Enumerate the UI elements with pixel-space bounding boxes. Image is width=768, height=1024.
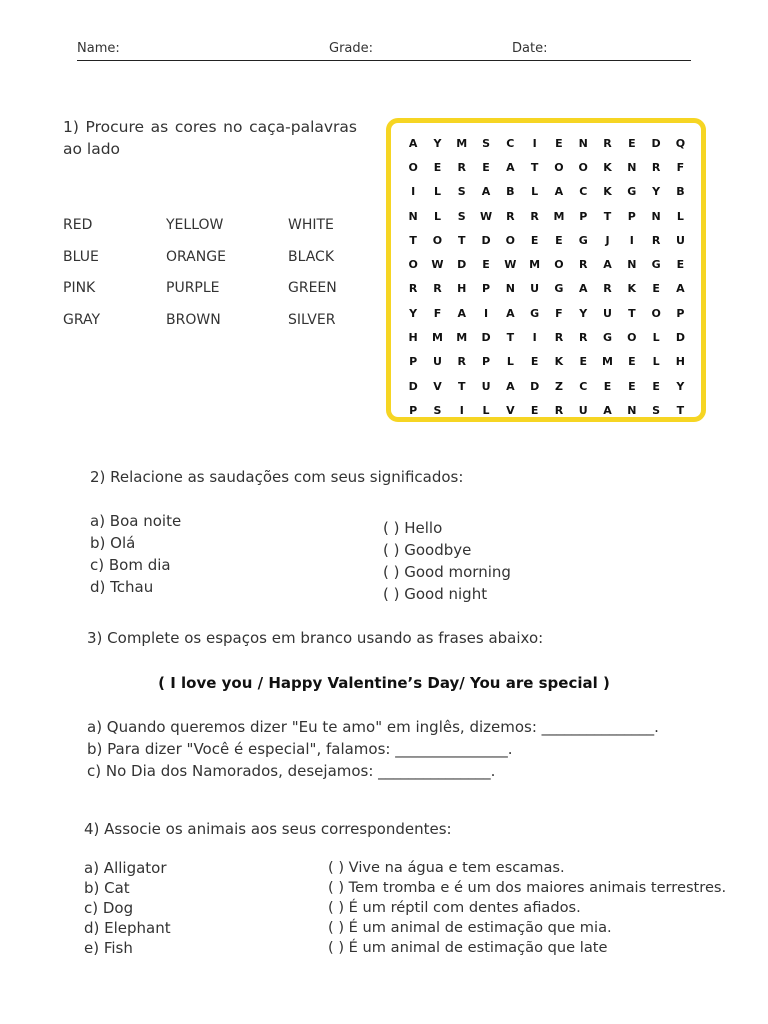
word-search-letter: P (482, 282, 491, 296)
word-search-letter: L (433, 185, 441, 199)
word-search-row (401, 204, 693, 228)
word-search-letter: A (408, 136, 418, 150)
word-search-letter: M (602, 355, 613, 369)
word-search-letter: O (554, 160, 564, 174)
word-search-letter: Y (579, 306, 588, 320)
word-search-letter: E (530, 233, 539, 247)
word-search-letter: A (676, 282, 685, 296)
word-search-letter: V (433, 379, 442, 393)
word-search-letter: T (457, 233, 466, 247)
fill-blank-item: c) No Dia dos Namorados, desejamos: _______________. (87, 762, 496, 780)
word-search-letter: U (675, 233, 685, 247)
word-search-letter: W (431, 258, 444, 272)
word-search-letter: Y (676, 379, 685, 393)
word-search-letter: L (652, 355, 660, 369)
word-search-letter: L (433, 209, 441, 223)
word-search-letter: J (605, 233, 610, 247)
word-search-row (401, 228, 693, 252)
word-search-letter: A (603, 403, 612, 417)
word-search-letter: T (409, 233, 417, 247)
word-search-letter: Y (409, 306, 418, 320)
word-search-letter: E (652, 379, 660, 393)
word-search-letter: W (504, 258, 517, 272)
grade-label: Grade: (329, 41, 374, 56)
word-search-letter: E (482, 258, 490, 272)
phrase-bank: ( I love you / Happy Valentine’s Day/ You are special ) (158, 674, 610, 692)
fill-blank-list (87, 716, 659, 782)
word-search-letter: E (628, 136, 636, 150)
color-word: BROWN (166, 312, 221, 328)
greeting-item: a) Boa noite (90, 512, 182, 530)
word-search-letter: T (628, 306, 636, 320)
word-search-row (401, 180, 693, 204)
word-search-letter: I (459, 403, 464, 417)
word-search-table (401, 131, 693, 423)
name-label: Name: (77, 41, 120, 56)
animal-description-item: ( ) É um animal de estimação que mia. (328, 919, 612, 936)
color-word: YELLOW (166, 217, 224, 233)
word-search-letter: S (457, 185, 466, 199)
word-search-letter: N (627, 258, 637, 272)
animal-list (84, 858, 171, 958)
word-search-letter: T (676, 403, 685, 417)
meaning-item: ( ) Good morning (383, 563, 511, 581)
word-search-letter: O (408, 258, 418, 272)
word-search-letter: A (506, 160, 515, 174)
word-search-letter: M (553, 209, 565, 223)
word-search-letter: Y (652, 185, 661, 199)
word-search-letter: I (532, 331, 537, 345)
word-search-letter: H (457, 282, 467, 296)
word-search-letter: D (651, 136, 661, 150)
word-search-letter: P (482, 355, 491, 369)
word-search-letter: G (651, 258, 661, 272)
color-word: GRAY (63, 312, 101, 328)
word-search-letter: H (408, 331, 418, 345)
greeting-list (90, 510, 181, 598)
word-search-letter: G (578, 233, 588, 247)
word-search-letter: S (457, 209, 466, 223)
animal-description-item: ( ) É um réptil com dentes afiados. (328, 899, 581, 916)
word-search-letter: M (431, 331, 443, 345)
color-word: BLACK (288, 249, 335, 265)
word-search-letter: T (603, 209, 612, 223)
word-search-letter: E (433, 160, 442, 174)
word-search-letter: O (432, 233, 443, 247)
word-search-letter: D (530, 379, 540, 393)
word-search-letter: P (579, 209, 588, 223)
word-search-letter: Q (675, 136, 686, 150)
word-search-letter: R (554, 331, 564, 345)
word-search-letter: I (629, 233, 634, 247)
color-word: SILVER (288, 312, 336, 328)
animal-description-item: ( ) Vive na água e tem escamas. (328, 859, 565, 876)
word-search-letter: E (579, 355, 587, 369)
fill-blank-item: a) Quando queremos dizer "Eu te amo" em inglês, dizemos: _______________. (87, 718, 659, 736)
word-search-letter: S (433, 403, 442, 417)
word-search-letter: K (554, 355, 564, 369)
word-search-letter: E (482, 160, 490, 174)
word-search-letter: I (532, 136, 537, 150)
color-word: WHITE (288, 217, 334, 233)
word-search-letter: D (457, 258, 467, 272)
word-search-letter: S (652, 403, 661, 417)
animal-item: b) Cat (84, 879, 130, 897)
word-search-letter: G (530, 306, 540, 320)
meaning-list (383, 517, 511, 605)
animal-description-list (328, 858, 726, 958)
word-search-letter: E (628, 355, 636, 369)
animal-item: d) Elephant (84, 919, 171, 937)
word-search-row (401, 374, 693, 398)
question-3-instruction: 3) Complete os espaços em branco usando as frases abaixo: (87, 629, 544, 647)
word-search-letter: E (628, 379, 636, 393)
word-search-letter: Z (554, 379, 563, 393)
word-search-letter: E (676, 258, 685, 272)
word-search-letter: A (481, 185, 491, 199)
word-search-row (401, 398, 693, 422)
word-search-letter: P (676, 306, 685, 320)
word-search-letter: G (603, 331, 613, 345)
word-search-letter: O (627, 331, 637, 345)
animal-description-item: ( ) Tem tromba e é um dos maiores animais terrestres. (328, 879, 727, 896)
word-search-letter: T (506, 331, 515, 345)
word-search-letter: O (505, 233, 516, 247)
question-2-instruction: 2) Relacione as saudações com seus significados: (90, 468, 464, 486)
word-search-letter: A (554, 185, 564, 199)
word-search-letter: R (433, 282, 442, 296)
word-search-letter: H (675, 355, 686, 369)
word-search-letter: L (676, 209, 684, 223)
word-search-letter: Y (433, 136, 442, 150)
word-search-letter: G (627, 185, 637, 199)
word-search-letter: P (627, 209, 636, 223)
word-search-letter: M (456, 331, 468, 345)
word-search-letter: E (530, 355, 539, 369)
word-search-letter: L (652, 331, 660, 345)
word-search-letter: T (530, 160, 539, 174)
word-search-letter: R (651, 160, 661, 174)
meaning-item: ( ) Hello (383, 519, 443, 537)
word-search-letter: B (506, 185, 515, 199)
word-search-letter: F (433, 306, 442, 320)
animal-description-item: ( ) É um animal de estimação que late (328, 939, 608, 956)
question-1-instruction: 1) Procure as cores no caça-palavras ao lado (63, 118, 357, 158)
word-search-letter: R (578, 331, 588, 345)
word-search-letter: A (506, 379, 515, 393)
word-search-letter: D (408, 379, 418, 393)
word-search-letter: U (603, 306, 612, 320)
meaning-item: ( ) Goodbye (383, 541, 472, 559)
word-search-letter: B (676, 185, 685, 199)
color-word: ORANGE (166, 249, 226, 265)
word-search-letter: K (627, 282, 637, 296)
greeting-item: c) Bom dia (90, 556, 171, 574)
word-search-letter: C (579, 185, 588, 199)
word-search-letter: O (554, 258, 564, 272)
word-search-letter: A (506, 306, 515, 320)
word-search-letter: E (530, 403, 539, 417)
greeting-item: d) Tchau (90, 578, 154, 596)
word-search-letter: O (578, 160, 588, 174)
word-search-letter: R (603, 282, 612, 296)
word-search-letter: A (603, 258, 612, 272)
word-search-letter: R (603, 136, 612, 150)
word-search-letter: K (603, 160, 612, 174)
word-search-letter: U (530, 282, 540, 296)
word-search-letter: L (482, 403, 490, 417)
word-search-letter: M (529, 258, 541, 272)
word-search-letter: W (479, 209, 493, 223)
word-search-letter: D (481, 233, 491, 247)
word-search-letter: I (483, 306, 489, 320)
animal-item: c) Dog (84, 899, 134, 917)
word-search-letter: R (457, 160, 466, 174)
word-search-letter: O (651, 306, 661, 320)
word-search-letter: D (481, 331, 491, 345)
word-search-row (401, 325, 693, 349)
color-word: RED (63, 217, 93, 233)
word-search-letter: N (627, 160, 637, 174)
word-search-letter: N (408, 209, 418, 223)
word-search-letter: L (506, 355, 514, 369)
word-search-letter: A (457, 306, 466, 320)
word-search-row (401, 350, 693, 374)
meaning-item: ( ) Good night (383, 585, 488, 603)
word-search-letter: L (531, 185, 539, 199)
word-search-row (401, 155, 693, 179)
word-search-letter: C (506, 136, 515, 150)
word-search-letter: F (555, 306, 563, 320)
word-search-letter: E (652, 282, 660, 296)
word-search-letter: G (554, 282, 564, 296)
word-search-letter: R (506, 209, 515, 223)
word-search-letter: U (578, 403, 588, 417)
word-search-letter: O (408, 160, 418, 174)
word-search-letter: N (627, 403, 637, 417)
word-search-letter: R (578, 258, 588, 272)
word-search-letter: R (554, 403, 564, 417)
word-search-letter: P (409, 403, 418, 417)
color-word: GREEN (288, 280, 337, 296)
color-word: PINK (63, 280, 96, 296)
word-search-row (401, 277, 693, 301)
color-word: PURPLE (166, 280, 220, 296)
word-search-row (401, 301, 693, 325)
word-search-row (401, 131, 693, 155)
word-search-letter: M (456, 136, 468, 150)
word-search-letter: P (409, 355, 418, 369)
word-search-letter: N (505, 282, 515, 296)
word-search-letter: E (603, 379, 612, 393)
word-search-letter: R (530, 209, 539, 223)
animal-item: e) Fish (84, 939, 133, 957)
fill-blank-item: b) Para dizer "Você é especial", falamos: _______________. (87, 740, 513, 758)
word-search-letter: R (651, 233, 661, 247)
word-search-letter: R (408, 282, 418, 296)
word-search-letter: K (603, 185, 612, 199)
word-search-letter: D (675, 331, 685, 345)
word-search-letter: E (555, 136, 563, 150)
word-search-letter: R (457, 355, 466, 369)
word-search-row (401, 252, 693, 276)
color-word: BLUE (63, 249, 99, 265)
word-search-letter: N (578, 136, 588, 150)
word-search-letter: E (555, 233, 563, 247)
header-underline (77, 60, 691, 61)
word-search-letter: F (676, 160, 685, 174)
word-search-letter: C (579, 379, 588, 393)
animal-item: a) Alligator (84, 859, 167, 877)
question-4-instruction: 4) Associe os animais aos seus correspondentes: (84, 820, 452, 838)
word-search-letter: T (457, 379, 466, 393)
greeting-item: b) Olá (90, 534, 136, 552)
word-search-letter: U (432, 355, 442, 369)
word-search-letter: V (506, 403, 515, 417)
word-search-letter: S (482, 136, 490, 150)
word-search-letter: I (411, 185, 416, 199)
word-search-letter: U (481, 379, 491, 393)
word-search-grid (386, 118, 706, 422)
word-search-letter: N (651, 209, 661, 223)
date-label: Date: (512, 41, 548, 56)
word-search-letter: A (578, 282, 588, 296)
